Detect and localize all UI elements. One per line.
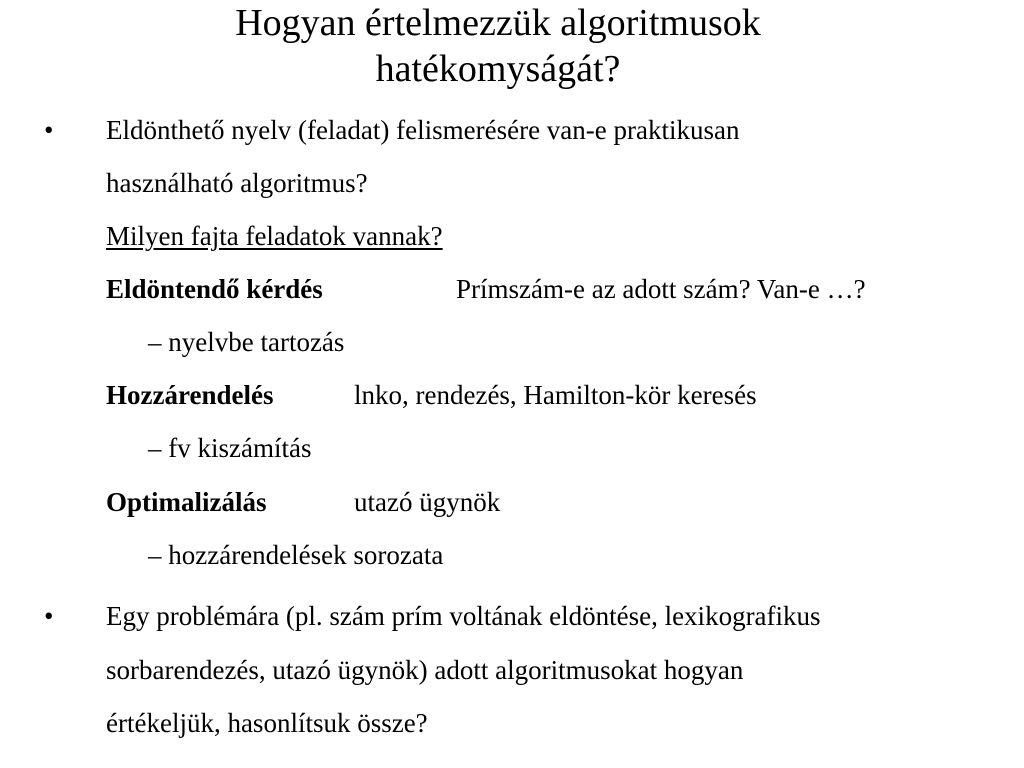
bullet-1-line-2: használható algoritmus? xyxy=(106,168,368,198)
bullet-2-line-2: sorbarendezés, utazó ügynök) adott algoritmusokat hogyan xyxy=(106,655,744,685)
type-mapping-name: Hozzárendelés xyxy=(106,380,274,410)
title-line-2: hatékomyságát? xyxy=(375,48,621,90)
type-decision-name: Eldöntendő kérdés xyxy=(106,274,323,304)
title-line-1: Hogyan értelmezzük algoritmusok xyxy=(235,2,761,44)
bullet-2-line-1: Egy problémára (pl. szám prím voltának eldöntése, lexikografikus xyxy=(106,601,821,631)
type-mapping-desc: – fv kiszámítás xyxy=(148,433,312,463)
slide-title xyxy=(0,0,996,92)
type-mapping-example: lnko, rendezés, Hamilton-kör keresés xyxy=(354,380,757,410)
type-optimization-example: utazó ügynök xyxy=(354,487,501,517)
bullet-1-line-1: Eldönthető nyelv (feladat) felismerésére van-e praktikusan xyxy=(106,115,740,145)
type-optimization-desc: – hozzárendelések sorozata xyxy=(148,540,444,570)
type-optimization-name: Optimalizálás xyxy=(106,487,267,517)
bullet-1-marker: • xyxy=(44,115,54,145)
type-decision-example: Prímszám-e az adott szám? Van-e …? xyxy=(456,274,866,304)
question-heading: Milyen fajta feladatok vannak? xyxy=(106,221,443,251)
type-decision-desc: – nyelvbe tartozás xyxy=(148,327,345,357)
bullet-2-marker: • xyxy=(44,601,54,631)
bullet-2-line-3: értékeljük, hasonlítsuk össze? xyxy=(106,708,428,738)
